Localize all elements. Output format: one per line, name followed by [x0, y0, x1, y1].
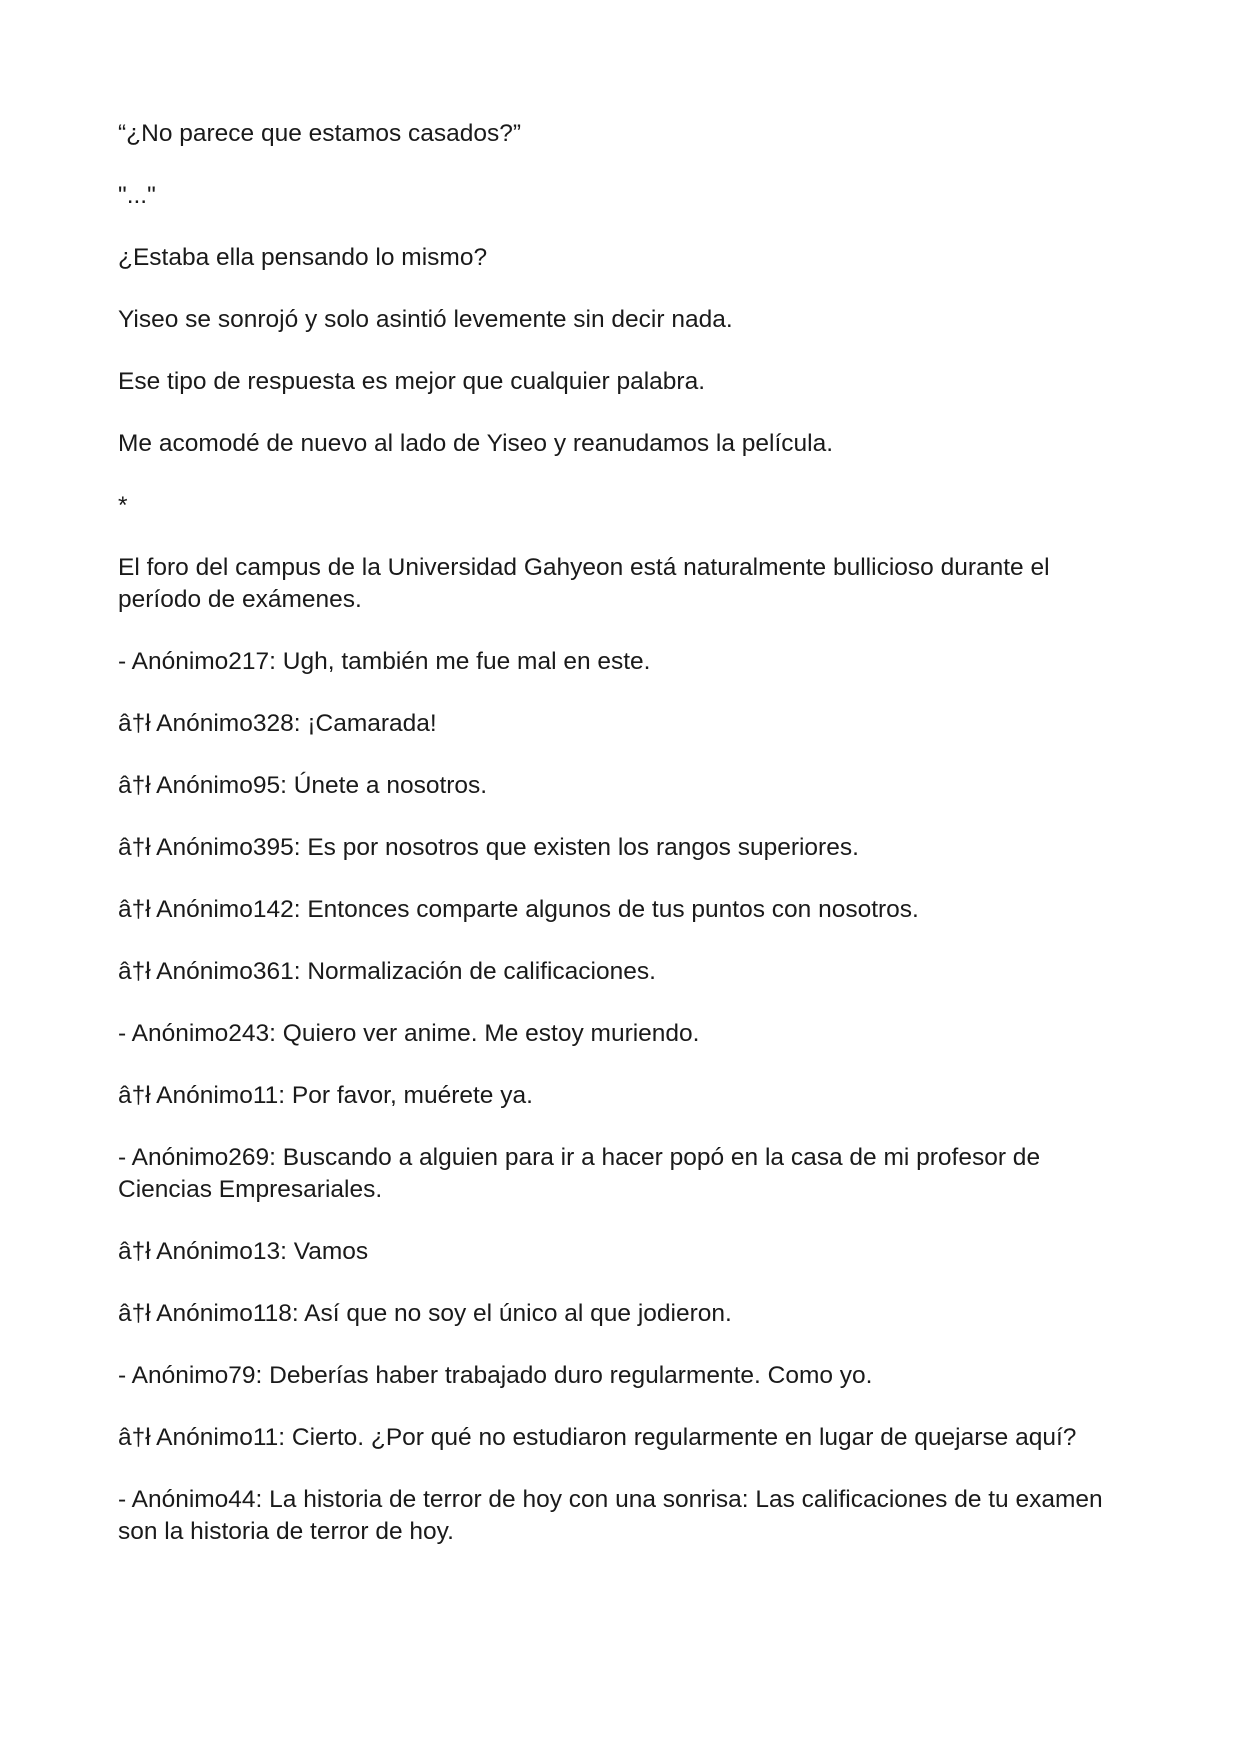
forum-post: - Anónimo269: Buscando a alguien para ir a hacer popó en la casa de mi profesor de Ciencias Empresariales.	[118, 1144, 1047, 1203]
dialogue-line: "..."	[118, 182, 156, 209]
forum-reply: â†ł Anónimo118: Así que no soy el único al que jodieron.	[118, 1300, 732, 1327]
narration-line: El foro del campus de la Universidad Gahyeon está naturalmente bullicioso durante el período de exámenes.	[118, 554, 1057, 613]
forum-post: - Anónimo217: Ugh, también me fue mal en este.	[118, 648, 651, 675]
forum-reply: â†ł Anónimo11: Cierto. ¿Por qué no estudiaron regularmente en lugar de quejarse aquí?	[118, 1424, 1077, 1451]
forum-reply: â†ł Anónimo95: Únete a nosotros.	[118, 772, 488, 799]
forum-post: - Anónimo243: Quiero ver anime. Me estoy muriendo.	[118, 1020, 700, 1047]
forum-reply: â†ł Anónimo328: ¡Camarada!	[118, 710, 437, 737]
narration-line: Me acomodé de nuevo al lado de Yiseo y reanudamos la película.	[118, 430, 834, 457]
narration-line: ¿Estaba ella pensando lo mismo?	[118, 244, 488, 271]
forum-reply: â†ł Anónimo142: Entonces comparte algunos de tus puntos con nosotros.	[118, 896, 919, 923]
forum-reply: â†ł Anónimo11: Por favor, muérete ya.	[118, 1082, 533, 1109]
narration-line: Yiseo se sonrojó y solo asintió levemente sin decir nada.	[118, 306, 733, 333]
dialogue-line: “¿No parece que estamos casados?”	[118, 120, 522, 147]
narration-line: Ese tipo de respuesta es mejor que cualquier palabra.	[118, 368, 705, 395]
forum-post: - Anónimo79: Deberías haber trabajado duro regularmente. Como yo.	[118, 1362, 873, 1389]
forum-reply: â†ł Anónimo361: Normalización de calificaciones.	[118, 958, 656, 985]
forum-reply: â†ł Anónimo13: Vamos	[118, 1238, 369, 1265]
forum-reply: â†ł Anónimo395: Es por nosotros que existen los rangos superiores.	[118, 834, 859, 861]
document-page	[118, 118, 1128, 1578]
scene-separator: *	[118, 492, 128, 519]
forum-post: - Anónimo44: La historia de terror de hoy con una sonrisa: Las calificaciones de tu examen son la historia de terror de hoy.	[118, 1486, 1110, 1545]
